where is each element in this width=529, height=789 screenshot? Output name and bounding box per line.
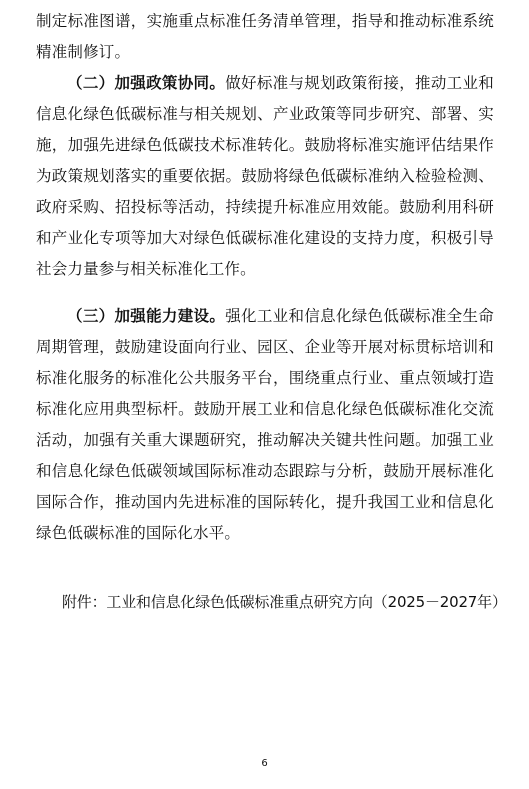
page-number: 6 xyxy=(261,758,268,769)
paragraph-body: 制定标准图谱，实施重点标准任务清单管理，指导和推动标准系统精准制修订。 xyxy=(36,12,494,61)
paragraph-policy-coordination xyxy=(36,68,494,285)
paragraph-capacity-building xyxy=(36,301,494,549)
paragraph-body: 做好标准与规划政策衔接，推动工业和信息化绿色低碳标准与相关规划、产业政策等同步研究、部署、实施，加强先进绿色低碳技术标准转化。鼓励将标准实施评估结果作为政策规划落实的重要依据。鼓励将绿色低碳标准纳入检验检测、政府采购、招投标等活动，持续提升标准应用效能。鼓励利用科研和产业化专项等加大对绿色低碳标准化建设的支持力度，积极引导社会力量参与相关标准化工作。 xyxy=(36,74,494,278)
paragraph-standards-revision xyxy=(36,6,494,68)
paragraph-body: 强化工业和信息化绿色低碳标准全生命周期管理，鼓励建设面向行业、园区、企业等开展对标贯标培训和标准化服务的标准化公共服务平台，围绕重点行业、重点领域打造标准化应用典型标杆。鼓励开展工业和信息化绿色低碳标准化交流活动，加强有关重大课题研究，推动解决关键共性问题。加强工业和信息化绿色低碳领域国际标准动态跟踪与分析，鼓励开展标准化国际合作，推动国内先进标准的国际转化，提升我国工业和信息化绿色低碳标准的国际化水平。 xyxy=(36,307,494,542)
attachment-note: 附件：工业和信息化绿色低碳标准重点研究方向（2025－2027年） xyxy=(62,593,507,611)
section-heading-policy: （二）加强政策协同。 xyxy=(67,74,226,92)
section-heading-capacity: （三）加强能力建设。 xyxy=(67,307,226,325)
